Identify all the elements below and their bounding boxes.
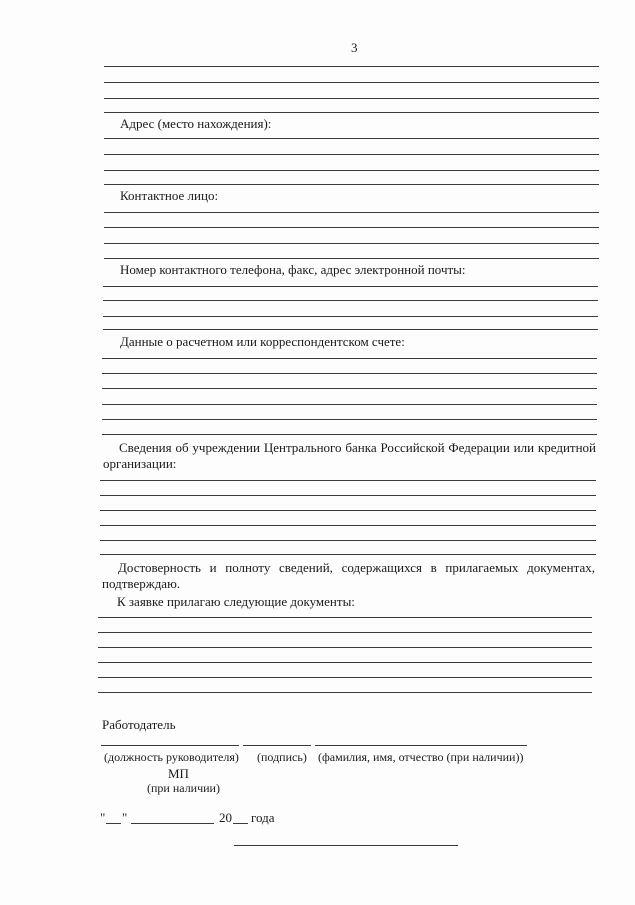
- fill-line: [104, 138, 599, 139]
- fill-line: [104, 212, 599, 213]
- bottom-line: [234, 845, 458, 846]
- fill-line: [103, 286, 598, 287]
- fill-line: [100, 495, 596, 496]
- date-day-line: [106, 823, 121, 824]
- date-year-prefix: 20: [219, 810, 232, 825]
- fill-line: [100, 510, 596, 511]
- fill-line: [98, 677, 592, 678]
- phone-fax-email-label: Номер контактного телефона, факс, адрес электронной почты:: [120, 262, 466, 277]
- signature-line: [243, 745, 311, 746]
- fill-line: [103, 316, 598, 317]
- address-label: Адрес (место нахождения):: [120, 116, 272, 131]
- date-month-line: [131, 823, 214, 824]
- fill-line: [102, 434, 597, 435]
- fio-line: [315, 745, 527, 746]
- date-year-suffix: года: [251, 810, 275, 825]
- fill-line: [102, 358, 597, 359]
- stamp-label: МП: [168, 766, 189, 781]
- fill-line: [104, 66, 599, 67]
- fill-line: [102, 373, 597, 374]
- signature-caption: (подпись): [257, 750, 307, 764]
- fill-line: [98, 692, 592, 693]
- fill-line: [104, 112, 599, 113]
- date-quote-close: ": [122, 810, 128, 825]
- fill-line: [98, 662, 592, 663]
- fill-line: [100, 480, 596, 481]
- position-line: [101, 745, 239, 746]
- fill-line: [104, 258, 599, 259]
- contact-person-label: Контактное лицо:: [120, 188, 219, 203]
- fill-line: [104, 184, 599, 185]
- fill-line: [98, 647, 592, 648]
- bank-info-line1: Сведения об учреждении Центрального банка Российской Федерации или кредитной: [119, 440, 596, 455]
- date-year-line: [233, 823, 248, 824]
- bank-info-paragraph: [103, 440, 596, 472]
- date-quote-open: ": [100, 810, 106, 825]
- fill-line: [104, 154, 599, 155]
- fill-line: [103, 300, 598, 301]
- fill-line: [104, 170, 599, 171]
- bank-info-line2: организации:: [103, 456, 177, 471]
- bank-account-label: Данные о расчетном или корреспондентском счете:: [120, 334, 405, 349]
- attachments-label: К заявке прилагаю следующие документы:: [117, 594, 355, 609]
- page-number: 3: [351, 40, 358, 55]
- confirm-line2: подтверждаю.: [102, 576, 181, 591]
- fill-line: [102, 388, 597, 389]
- fill-line: [102, 419, 597, 420]
- fill-line: [104, 98, 599, 99]
- fio-caption: (фамилия, имя, отчество (при наличии)): [318, 750, 524, 764]
- stamp-note: (при наличии): [147, 781, 220, 795]
- confirm-paragraph: [102, 560, 595, 592]
- fill-line: [104, 243, 599, 244]
- fill-line: [98, 632, 592, 633]
- fill-line: [100, 525, 596, 526]
- confirm-line1: Достоверность и полноту сведений, содержащихся в прилагаемых документах,: [118, 560, 595, 575]
- fill-line: [102, 404, 597, 405]
- fill-line: [98, 617, 592, 618]
- fill-line: [100, 540, 596, 541]
- fill-line: [104, 82, 599, 83]
- fill-line: [104, 227, 599, 228]
- fill-line: [103, 329, 598, 330]
- position-caption: (должность руководителя): [104, 750, 239, 764]
- employer-label: Работодатель: [102, 717, 176, 732]
- fill-line: [100, 554, 596, 555]
